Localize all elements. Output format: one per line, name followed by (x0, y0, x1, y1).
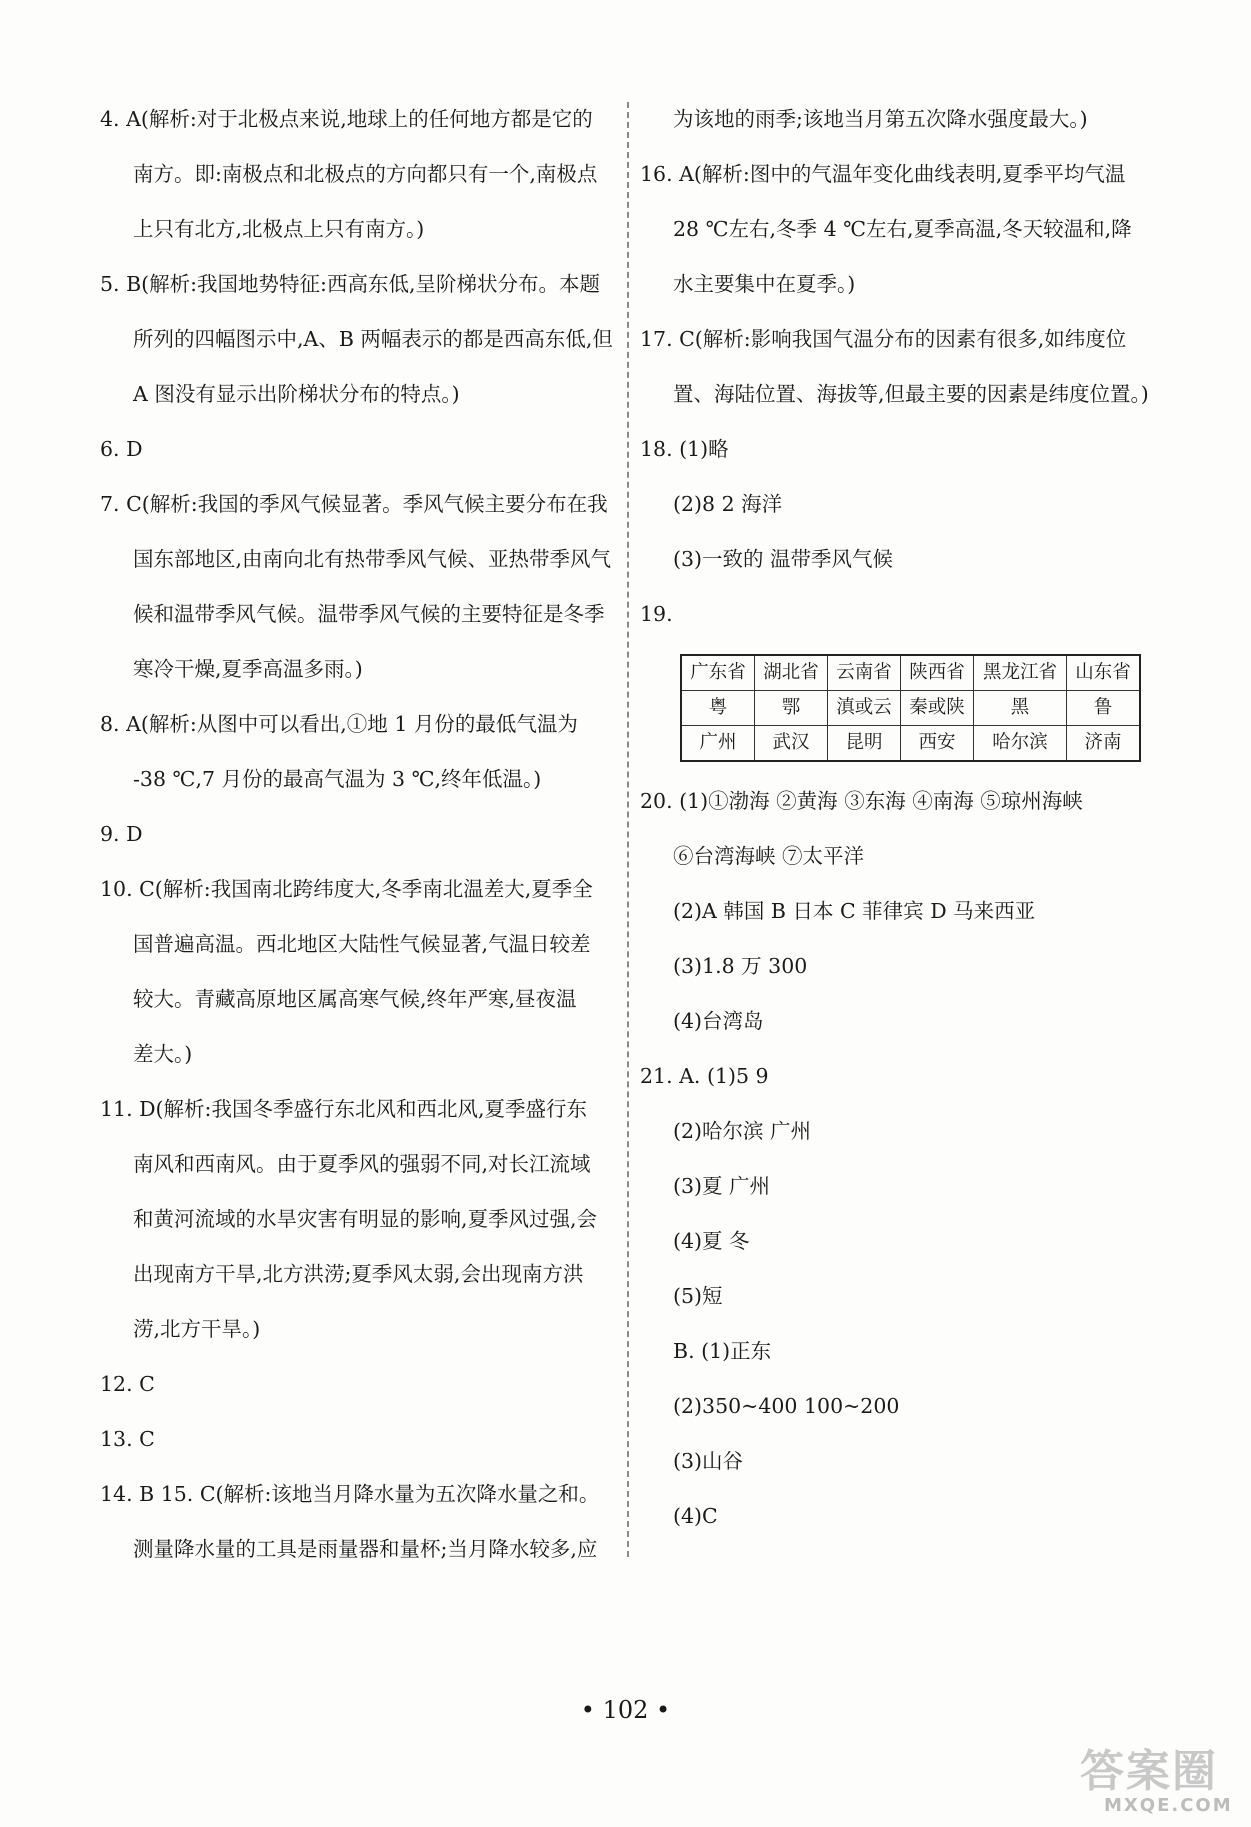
table-row (681, 726, 1140, 762)
answer-16: 16. A(解析:图中的气温年变化曲线表明,夏季平均气温 28 ℃左右,冬季 4 ℃左右,夏季高温,冬天较温和,降 水主要集中在夏季。) (640, 162, 1132, 296)
table-cell: 黑 (974, 691, 1067, 726)
answer-10: 10. C(解析:我国南北跨纬度大,冬季南北温差大,夏季全 国普遍高温。西北地区大陆性气候显著,气温日较差 较大。青藏高原地区属高寒气候,终年严寒,昼夜温 差大。) (100, 877, 593, 1066)
table-row (681, 655, 1140, 691)
table-cell: 滇或云 (828, 691, 901, 726)
answer-21: 21. A. (1)5 9 (2)哈尔滨 广州 (3)夏 广州 (4)夏 冬 (5)短 B. (1)正东 (2)350~400 100~200 (3)山谷 (4)C (640, 1064, 900, 1528)
page-number: • 102 • (580, 1696, 671, 1724)
table-cell: 哈尔滨 (974, 726, 1067, 762)
answer-17: 17. C(解析:影响我国气温分布的因素有很多,如纬度位 置、海陆位置、海拔等,但最主要的因素是纬度位置。) (640, 327, 1149, 406)
table-cell: 鲁 (1067, 691, 1141, 726)
answer-9: 9. D (100, 822, 143, 846)
table-cell: 西安 (901, 726, 974, 762)
table-cell: 广东省 (681, 655, 755, 691)
answer-6: 6. D (100, 437, 143, 461)
table-cell: 粤 (681, 691, 755, 726)
answer-13: 13. C (100, 1427, 155, 1451)
table-cell: 昆明 (828, 726, 901, 762)
table-cell: 济南 (1067, 726, 1141, 762)
column-divider (627, 102, 629, 1557)
watermark-text: 答案圈 (1080, 1746, 1218, 1797)
left-column (100, 92, 620, 1577)
watermark-url: MXQE.COM (1104, 1795, 1233, 1816)
answer-14-15: 14. B 15. C(解析:该地当月降水量为五次降水量之和。 测量降水量的工具是雨量器和量杯;当月降水较多,应 (100, 1482, 600, 1561)
answer-19: 19. (640, 602, 673, 626)
answer-4: 4. A(解析:对于北极点来说,地球上的任何地方都是它的 南方。即:南极点和北极点的方向都只有一个,南极点 上只有北方,北极点上只有南方。) (100, 107, 598, 241)
answer-15-continued: 为该地的雨季;该地当月第五次降水强度最大。) (673, 107, 1088, 131)
table-row (681, 691, 1140, 726)
table-cell: 广州 (681, 726, 755, 762)
table-cell: 陕西省 (901, 655, 974, 691)
answer-12: 12. C (100, 1372, 155, 1396)
table-cell: 武汉 (755, 726, 828, 762)
province-table (680, 654, 1141, 762)
table-cell: 黑龙江省 (974, 655, 1067, 691)
watermark-logo (1080, 1735, 1250, 1827)
answer-7: 7. C(解析:我国的季风气候显著。季风气候主要分布在我 国东部地区,由南向北有热带季风气候、亚热带季风气 候和温带季风气候。温带季风气候的主要特征是冬季 寒冷干燥,夏季高温多雨。) (100, 492, 612, 681)
right-column (640, 92, 1160, 1544)
table-cell: 秦或陕 (901, 691, 974, 726)
answer-8: 8. A(解析:从图中可以看出,①地 1 月份的最低气温为 -38 ℃,7 月份的最高气温为 3 ℃,终年低温。) (100, 712, 578, 791)
table-cell: 云南省 (828, 655, 901, 691)
answer-18: 18. (1)略 (2)8 2 海洋 (3)一致的 温带季风气候 (640, 437, 894, 571)
table-cell: 山东省 (1067, 655, 1141, 691)
answer-20: 20. (1)①渤海 ②黄海 ③东海 ④南海 ⑤琼州海峡 ⑥台湾海峡 ⑦太平洋 (2)A 韩国 B 日本 C 菲律宾 D 马来西亚 (3)1.8 万 300 (4)台湾岛 (640, 789, 1083, 1033)
answer-11: 11. D(解析:我国冬季盛行东北风和西北风,夏季盛行东 南风和西南风。由于夏季风的强弱不同,对长江流域 和黄河流域的水旱灾害有明显的影响,夏季风过强,会 出现南方干旱,北方洪涝;夏季风太弱,会出现南方洪 涝,北方干旱。) (100, 1097, 598, 1341)
table-cell: 湖北省 (755, 655, 828, 691)
answer-5: 5. B(解析:我国地势特征:西高东低,呈阶梯状分布。本题 所列的四幅图示中,A、B 两幅表示的都是西高东低,但 A 图没有显示出阶梯状分布的特点。) (100, 272, 613, 406)
table-cell: 鄂 (755, 691, 828, 726)
